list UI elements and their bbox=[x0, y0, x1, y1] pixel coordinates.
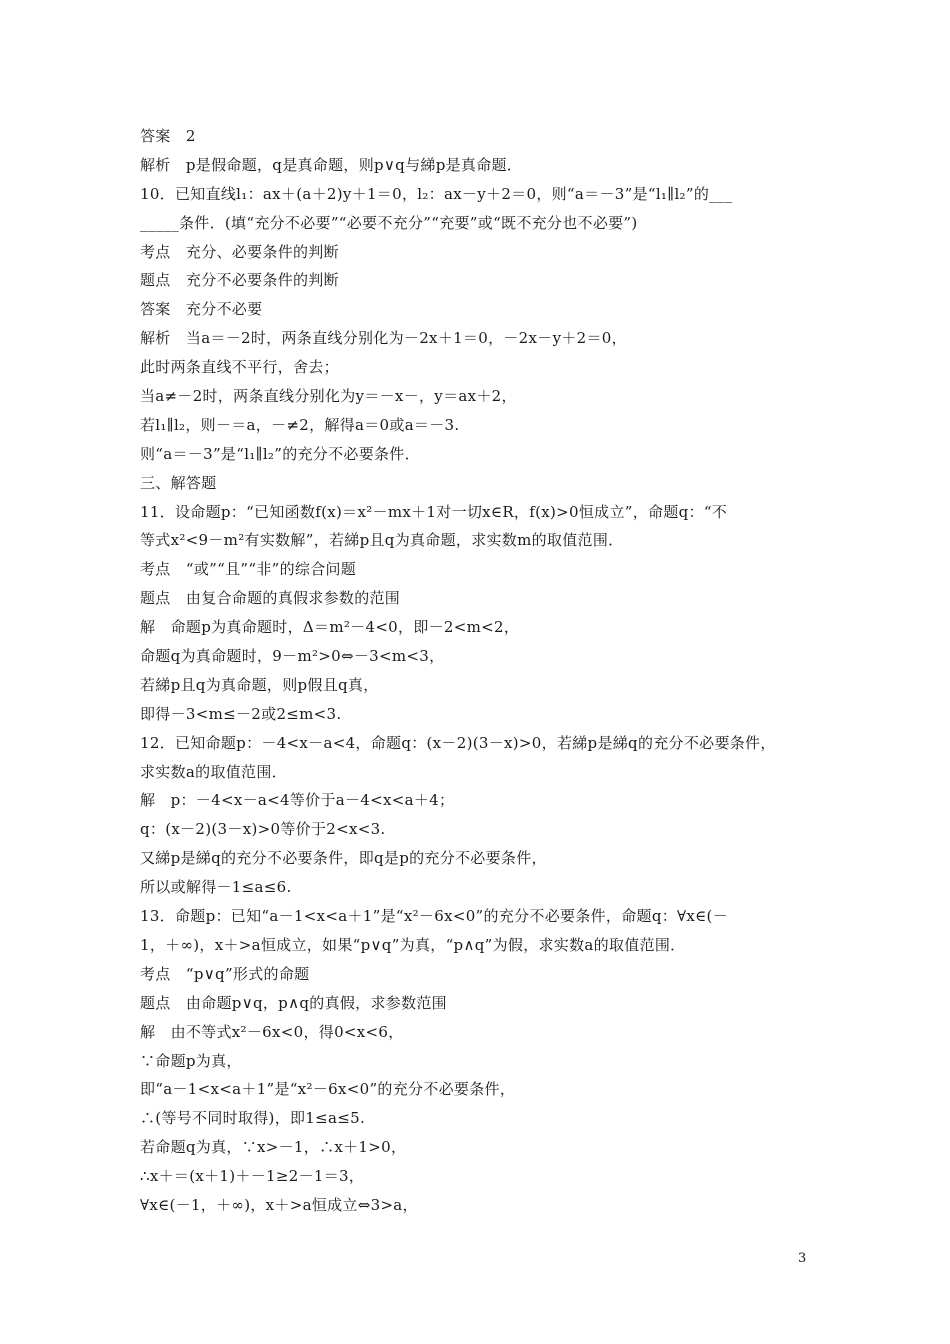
text-line: 当a≠－2时，两条直线分别化为y＝－x－，y＝ax＋2， bbox=[140, 387, 517, 406]
text-line: 求实数a的取值范围． bbox=[140, 762, 287, 781]
text-line: 即“a－1<x<a＋1”是“x²－6x<0”的充分不必要条件， bbox=[140, 1080, 516, 1099]
text-line: 考点 “或”“且”“非”的综合问题 bbox=[140, 560, 357, 579]
text-line: 等式x²<9－m²有实数解”，若綈p且q为真命题，求实数m的取值范围． bbox=[140, 531, 624, 550]
text-line: 答案 2 bbox=[140, 127, 196, 145]
text-line: 解 由不等式x²－6x<0，得0<x<6， bbox=[140, 1022, 404, 1041]
text-line: 答案 充分不必要 bbox=[140, 300, 263, 319]
document-body bbox=[140, 122, 812, 1220]
text-line: 1，＋∞)，x＋>a恒成立，如果“p∨q”为真，“p∧q”为假，求实数a的取值范围． bbox=[140, 935, 686, 954]
text-line: 10．已知直线l₁：ax＋(a＋2)y＋1＝0，l₂：ax－y＋2＝0，则“a＝－3”是“l₁∥l₂”的___ bbox=[140, 184, 733, 203]
text-line: 若l₁∥l₂，则－＝a，－≠2，解得a＝0或a＝－3. bbox=[140, 415, 460, 434]
text-line: 若綈p且q为真命题，则p假且q真， bbox=[140, 675, 379, 694]
text-line: _____条件．(填“充分不必要”“必要不充分”“充要”或“既不充分也不必要”) bbox=[140, 213, 638, 232]
text-line: 即得－3<m≤－2或2≤m<3. bbox=[140, 704, 342, 723]
text-line: 解 命题p为真命题时，Δ＝m²－4<0，即－2<m<2， bbox=[140, 618, 520, 637]
text-line: ∴(等号不同时取得)，即1≤a≤5. bbox=[140, 1109, 366, 1128]
text-line: 解析 p是假命题，q是真命题，则p∨q与綈p是真命题． bbox=[140, 155, 523, 174]
text-line: 若命题q为真，∵x>－1，∴x＋1>0， bbox=[140, 1138, 407, 1157]
text-line: 题点 充分不必要条件的判断 bbox=[140, 271, 339, 290]
text-line: 12．已知命题p：－4<x－a<4，命题q：(x－2)(3－x)>0，若綈p是綈q的充分不必要条件， bbox=[140, 733, 776, 752]
text-line: 解 p：－4<x－a<4等价于a－4<x<a＋4； bbox=[140, 791, 455, 810]
text-line: 则“a＝－3”是“l₁∥l₂”的充分不必要条件． bbox=[140, 444, 420, 463]
text-line: 解析 当a＝－2时，两条直线分别化为－2x＋1＝0，－2x－y＋2＝0， bbox=[140, 329, 627, 348]
text-line: ∀x∈(－1，＋∞)，x＋>a恒成立⇔3>a， bbox=[140, 1195, 418, 1214]
text-line: 三、解答题 bbox=[140, 473, 217, 492]
text-line: 考点 充分、必要条件的判断 bbox=[140, 242, 339, 261]
text-line: ∴x＋＝(x＋1)＋－1≥2－1＝3， bbox=[140, 1167, 365, 1186]
text-line: 所以或解得－1≤a≤6. bbox=[140, 878, 292, 897]
text-line: 考点 “p∨q”形式的命题 bbox=[140, 964, 310, 983]
text-line: 13．命题p：已知“a－1<x<a＋1”是“x²－6x<0”的充分不必要条件，命题q：∀x∈(－ bbox=[140, 907, 728, 926]
text-line: 11．设命题p：“已知函数f(x)＝x²－mx＋1对一切x∈R，f(x)>0恒成立”，命题q：“不 bbox=[140, 502, 728, 521]
page-number: 3 bbox=[798, 1251, 807, 1266]
text-line: q：(x－2)(3－x)>0等价于2<x<3. bbox=[140, 820, 386, 839]
text-line: ∵命题p为真， bbox=[140, 1051, 242, 1070]
text-line: 题点 由复合命题的真假求参数的范围 bbox=[140, 589, 401, 608]
text-line: 又綈p是綈q的充分不必要条件，即q是p的充分不必要条件， bbox=[140, 849, 547, 868]
text-line: 命题q为真命题时，9－m²>0⇔－3<m<3， bbox=[140, 647, 445, 666]
text-line: 题点 由命题p∨q，p∧q的真假，求参数范围 bbox=[140, 993, 447, 1012]
text-line: 此时两条直线不平行，舍去； bbox=[140, 358, 339, 377]
